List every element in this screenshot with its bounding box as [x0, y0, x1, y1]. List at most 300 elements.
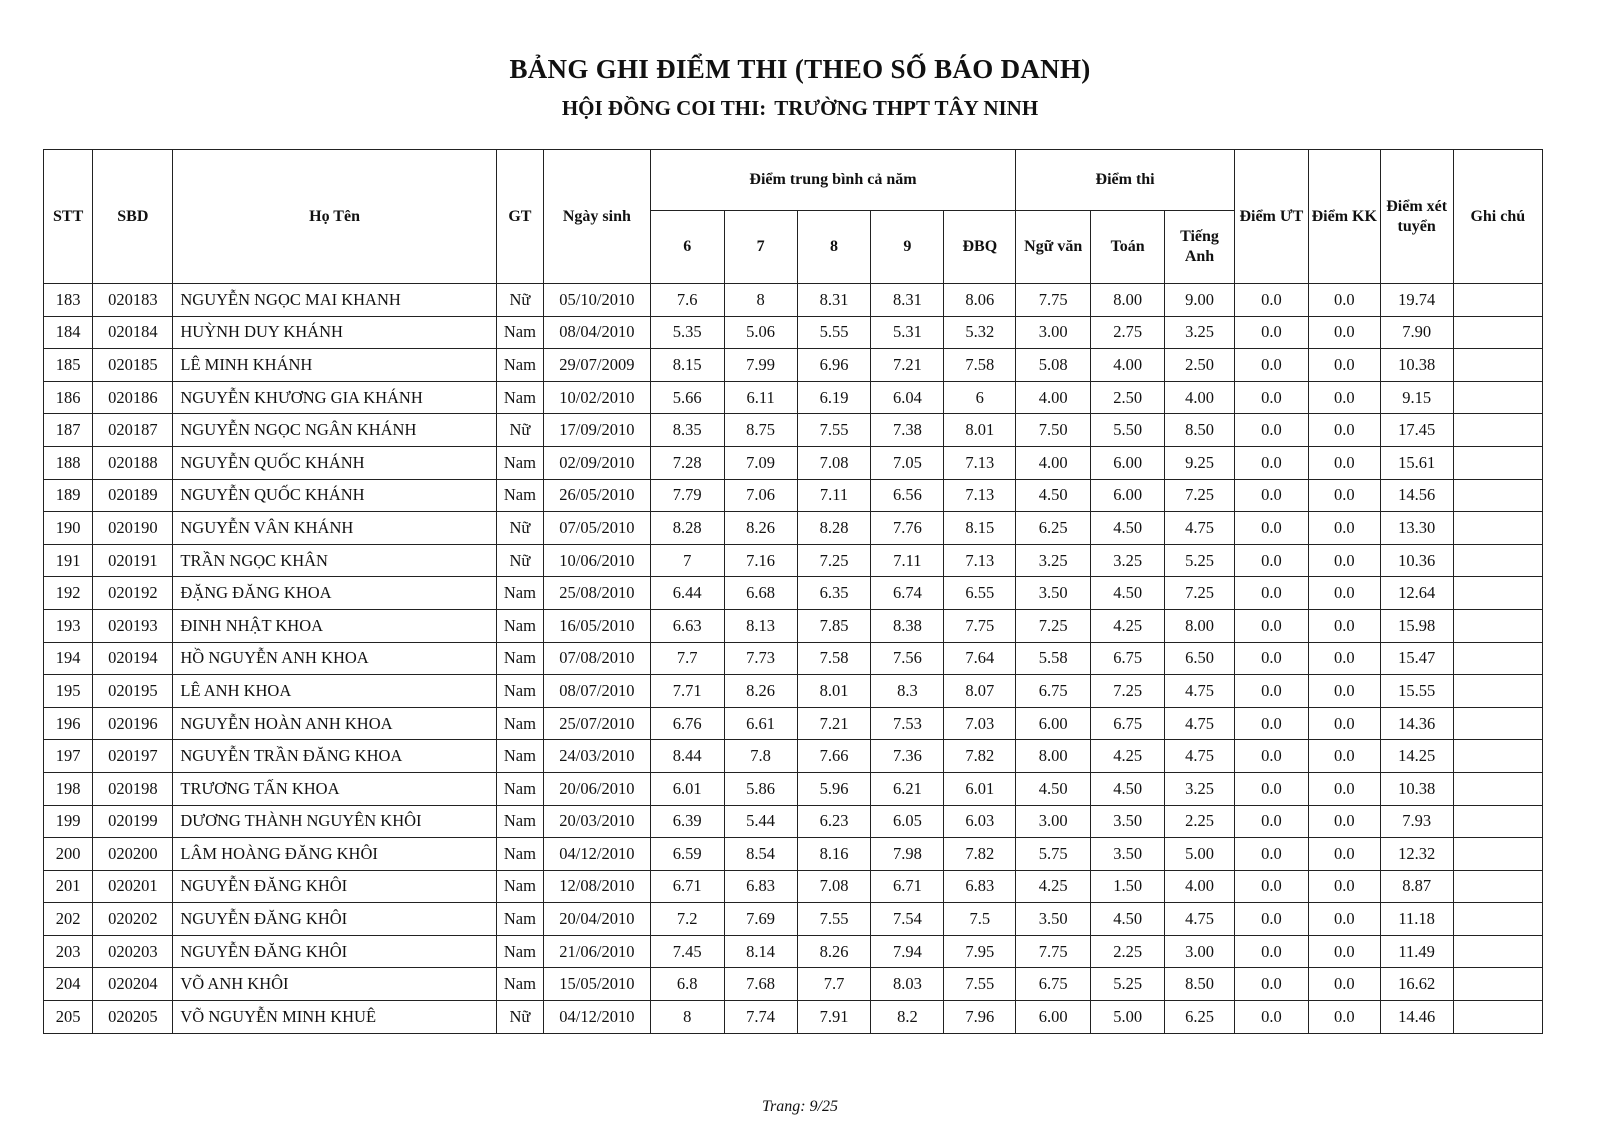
cell-avg-9: 7.76 [871, 512, 944, 545]
cell-avg-9: 6.21 [871, 772, 944, 805]
cell-avg-9: 7.53 [871, 707, 944, 740]
cell-gender: Nam [496, 577, 543, 610]
cell-xt: 14.36 [1380, 707, 1453, 740]
cell-gender: Nam [496, 838, 543, 871]
cell-exam-math: 6.75 [1091, 642, 1165, 675]
cell-dob: 20/04/2010 [543, 903, 650, 936]
cell-note [1453, 838, 1542, 871]
cell-note [1453, 381, 1542, 414]
cell-note [1453, 675, 1542, 708]
cell-xt: 11.49 [1380, 935, 1453, 968]
cell-xt: 14.56 [1380, 479, 1453, 512]
cell-stt: 195 [44, 675, 93, 708]
table-row [44, 1001, 1543, 1034]
cell-xt: 13.30 [1380, 512, 1453, 545]
cell-avg-dbq: 7.55 [944, 968, 1016, 1001]
cell-exam-literature: 6.00 [1016, 1001, 1091, 1034]
cell-exam-math: 8.00 [1091, 284, 1165, 317]
cell-note [1453, 349, 1542, 382]
cell-avg-7: 8 [724, 284, 797, 317]
cell-gender: Nam [496, 805, 543, 838]
cell-kk: 0.0 [1308, 316, 1380, 349]
cell-avg-7: 7.99 [724, 349, 797, 382]
cell-exam-english: 4.75 [1165, 903, 1235, 936]
cell-avg-9: 8.03 [871, 968, 944, 1001]
cell-gender: Nam [496, 349, 543, 382]
cell-exam-english: 6.50 [1165, 642, 1235, 675]
cell-name: NGUYỄN ĐĂNG KHÔI [173, 903, 496, 936]
cell-exam-math: 4.25 [1091, 609, 1165, 642]
cell-avg-9: 7.11 [871, 544, 944, 577]
cell-xt: 7.93 [1380, 805, 1453, 838]
cell-gender: Nam [496, 740, 543, 773]
cell-note [1453, 642, 1542, 675]
cell-note [1453, 740, 1542, 773]
cell-exam-english: 5.25 [1165, 544, 1235, 577]
header-avg-group: Điểm trung bình cả năm [650, 150, 1015, 211]
cell-ut: 0.0 [1234, 740, 1308, 773]
cell-note [1453, 446, 1542, 479]
cell-exam-english: 4.75 [1165, 707, 1235, 740]
cell-note [1453, 512, 1542, 545]
header-gender: GT [496, 150, 543, 284]
cell-avg-dbq: 6 [944, 381, 1016, 414]
cell-sbd: 020202 [93, 903, 173, 936]
table-row [44, 544, 1543, 577]
cell-avg-dbq: 8.07 [944, 675, 1016, 708]
council-label: HỘI ĐỒNG COI THI: [561, 96, 767, 120]
cell-avg-8: 7.58 [797, 642, 871, 675]
cell-xt: 15.98 [1380, 609, 1453, 642]
cell-xt: 10.38 [1380, 349, 1453, 382]
cell-stt: 197 [44, 740, 93, 773]
header-dob: Ngày sinh [543, 150, 650, 284]
cell-stt: 184 [44, 316, 93, 349]
cell-note [1453, 968, 1542, 1001]
cell-avg-9: 8.2 [871, 1001, 944, 1034]
cell-sbd: 020205 [93, 1001, 173, 1034]
cell-stt: 188 [44, 446, 93, 479]
table-row [44, 935, 1543, 968]
cell-ut: 0.0 [1234, 968, 1308, 1001]
cell-exam-math: 4.50 [1091, 577, 1165, 610]
header-ut: Điểm ƯT [1234, 150, 1308, 284]
cell-stt: 202 [44, 903, 93, 936]
cell-avg-7: 6.68 [724, 577, 797, 610]
cell-exam-literature: 6.75 [1016, 675, 1091, 708]
cell-kk: 0.0 [1308, 577, 1380, 610]
header-avg-7: 7 [724, 211, 797, 284]
cell-avg-dbq: 8.06 [944, 284, 1016, 317]
cell-avg-8: 8.01 [797, 675, 871, 708]
cell-avg-7: 8.13 [724, 609, 797, 642]
cell-sbd: 020201 [93, 870, 173, 903]
cell-xt: 14.25 [1380, 740, 1453, 773]
cell-exam-literature: 7.75 [1016, 284, 1091, 317]
cell-avg-9: 7.05 [871, 446, 944, 479]
cell-exam-math: 2.75 [1091, 316, 1165, 349]
cell-exam-literature: 4.00 [1016, 446, 1091, 479]
cell-avg-6: 5.35 [650, 316, 724, 349]
cell-ut: 0.0 [1234, 609, 1308, 642]
cell-name: NGUYỄN VÂN KHÁNH [173, 512, 496, 545]
cell-note [1453, 903, 1542, 936]
cell-avg-7: 6.11 [724, 381, 797, 414]
cell-sbd: 020192 [93, 577, 173, 610]
cell-sbd: 020190 [93, 512, 173, 545]
header-avg-6: 6 [650, 211, 724, 284]
table-row [44, 870, 1543, 903]
cell-ut: 0.0 [1234, 707, 1308, 740]
cell-avg-dbq: 7.96 [944, 1001, 1016, 1034]
cell-avg-6: 7.6 [650, 284, 724, 317]
cell-ut: 0.0 [1234, 381, 1308, 414]
page-number: Trang: 9/25 [761, 1098, 838, 1115]
cell-exam-math: 3.25 [1091, 544, 1165, 577]
cell-kk: 0.0 [1308, 284, 1380, 317]
header-exam-literature: Ngữ văn [1016, 211, 1091, 284]
cell-name: NGUYỄN ĐĂNG KHÔI [173, 870, 496, 903]
cell-avg-6: 8.44 [650, 740, 724, 773]
cell-exam-literature: 4.25 [1016, 870, 1091, 903]
cell-exam-english: 5.00 [1165, 838, 1235, 871]
cell-ut: 0.0 [1234, 675, 1308, 708]
cell-exam-english: 9.25 [1165, 446, 1235, 479]
cell-avg-7: 8.75 [724, 414, 797, 447]
cell-exam-math: 5.25 [1091, 968, 1165, 1001]
cell-xt: 8.87 [1380, 870, 1453, 903]
cell-ut: 0.0 [1234, 479, 1308, 512]
cell-avg-7: 8.26 [724, 675, 797, 708]
cell-exam-literature: 3.50 [1016, 903, 1091, 936]
cell-avg-7: 8.14 [724, 935, 797, 968]
cell-exam-literature: 5.08 [1016, 349, 1091, 382]
cell-exam-literature: 7.75 [1016, 935, 1091, 968]
cell-dob: 07/05/2010 [543, 512, 650, 545]
table-body [44, 284, 1543, 1034]
cell-stt: 187 [44, 414, 93, 447]
cell-ut: 0.0 [1234, 870, 1308, 903]
header-avg-dbq: ĐBQ [944, 211, 1016, 284]
cell-stt: 193 [44, 609, 93, 642]
table-row [44, 349, 1543, 382]
cell-avg-7: 7.68 [724, 968, 797, 1001]
cell-xt: 9.15 [1380, 381, 1453, 414]
cell-exam-literature: 8.00 [1016, 740, 1091, 773]
cell-gender: Nữ [496, 512, 543, 545]
cell-avg-6: 7.45 [650, 935, 724, 968]
cell-kk: 0.0 [1308, 642, 1380, 675]
cell-avg-8: 7.55 [797, 903, 871, 936]
table-row [44, 707, 1543, 740]
cell-name: NGUYỄN ĐĂNG KHÔI [173, 935, 496, 968]
cell-avg-6: 7.7 [650, 642, 724, 675]
cell-avg-6: 7.2 [650, 903, 724, 936]
cell-stt: 200 [44, 838, 93, 871]
cell-exam-literature: 6.25 [1016, 512, 1091, 545]
cell-avg-dbq: 6.55 [944, 577, 1016, 610]
cell-name: NGUYỄN NGỌC MAI KHANH [173, 284, 496, 317]
table-row [44, 805, 1543, 838]
cell-avg-9: 6.56 [871, 479, 944, 512]
table-row [44, 642, 1543, 675]
cell-kk: 0.0 [1308, 903, 1380, 936]
cell-exam-math: 5.00 [1091, 1001, 1165, 1034]
cell-stt: 190 [44, 512, 93, 545]
cell-avg-6: 7.71 [650, 675, 724, 708]
cell-avg-7: 6.61 [724, 707, 797, 740]
cell-exam-english: 4.75 [1165, 740, 1235, 773]
cell-kk: 0.0 [1308, 609, 1380, 642]
cell-xt: 15.55 [1380, 675, 1453, 708]
cell-stt: 196 [44, 707, 93, 740]
cell-sbd: 020199 [93, 805, 173, 838]
cell-avg-dbq: 7.82 [944, 740, 1016, 773]
cell-avg-9: 7.98 [871, 838, 944, 871]
cell-exam-math: 6.75 [1091, 707, 1165, 740]
cell-kk: 0.0 [1308, 479, 1380, 512]
cell-avg-dbq: 7.82 [944, 838, 1016, 871]
cell-exam-english: 2.25 [1165, 805, 1235, 838]
cell-sbd: 020185 [93, 349, 173, 382]
cell-sbd: 020196 [93, 707, 173, 740]
cell-exam-literature: 4.50 [1016, 479, 1091, 512]
cell-avg-7: 7.06 [724, 479, 797, 512]
cell-name: HUỲNH DUY KHÁNH [173, 316, 496, 349]
cell-dob: 24/03/2010 [543, 740, 650, 773]
cell-exam-math: 4.50 [1091, 512, 1165, 545]
cell-stt: 194 [44, 642, 93, 675]
cell-exam-literature: 7.25 [1016, 609, 1091, 642]
cell-gender: Nam [496, 675, 543, 708]
header-exam-group: Điểm thi [1016, 150, 1235, 211]
cell-exam-english: 8.50 [1165, 968, 1235, 1001]
cell-exam-math: 3.50 [1091, 805, 1165, 838]
cell-name: ĐẶNG ĐĂNG KHOA [173, 577, 496, 610]
cell-dob: 10/06/2010 [543, 544, 650, 577]
cell-exam-math: 2.50 [1091, 381, 1165, 414]
cell-dob: 26/05/2010 [543, 479, 650, 512]
cell-avg-8: 8.26 [797, 935, 871, 968]
table-row [44, 284, 1543, 317]
cell-avg-6: 8.28 [650, 512, 724, 545]
cell-exam-english: 8.50 [1165, 414, 1235, 447]
cell-avg-dbq: 8.01 [944, 414, 1016, 447]
cell-avg-dbq: 6.83 [944, 870, 1016, 903]
cell-avg-9: 7.56 [871, 642, 944, 675]
cell-avg-9: 6.74 [871, 577, 944, 610]
cell-dob: 04/12/2010 [543, 1001, 650, 1034]
cell-kk: 0.0 [1308, 414, 1380, 447]
cell-exam-literature: 5.58 [1016, 642, 1091, 675]
cell-avg-7: 8.26 [724, 512, 797, 545]
cell-kk: 0.0 [1308, 968, 1380, 1001]
table-row [44, 838, 1543, 871]
cell-sbd: 020198 [93, 772, 173, 805]
header-kk: Điểm KK [1308, 150, 1380, 284]
table-row [44, 316, 1543, 349]
cell-avg-dbq: 8.15 [944, 512, 1016, 545]
cell-ut: 0.0 [1234, 838, 1308, 871]
cell-dob: 12/08/2010 [543, 870, 650, 903]
cell-kk: 0.0 [1308, 381, 1380, 414]
cell-stt: 191 [44, 544, 93, 577]
cell-gender: Nam [496, 870, 543, 903]
cell-sbd: 020189 [93, 479, 173, 512]
cell-xt: 7.90 [1380, 316, 1453, 349]
cell-gender: Nam [496, 446, 543, 479]
cell-gender: Nam [496, 316, 543, 349]
cell-kk: 0.0 [1308, 1001, 1380, 1034]
cell-avg-dbq: 7.95 [944, 935, 1016, 968]
cell-gender: Nữ [496, 284, 543, 317]
cell-avg-8: 7.11 [797, 479, 871, 512]
cell-exam-math: 4.50 [1091, 772, 1165, 805]
cell-note [1453, 316, 1542, 349]
cell-xt: 16.62 [1380, 968, 1453, 1001]
cell-stt: 185 [44, 349, 93, 382]
cell-exam-english: 3.00 [1165, 935, 1235, 968]
cell-stt: 201 [44, 870, 93, 903]
cell-avg-6: 8 [650, 1001, 724, 1034]
cell-name: NGUYỄN HOÀN ANH KHOA [173, 707, 496, 740]
cell-exam-english: 9.00 [1165, 284, 1235, 317]
cell-avg-8: 6.23 [797, 805, 871, 838]
header-exam-math: Toán [1091, 211, 1165, 284]
cell-sbd: 020186 [93, 381, 173, 414]
cell-avg-9: 6.71 [871, 870, 944, 903]
cell-dob: 16/05/2010 [543, 609, 650, 642]
cell-stt: 203 [44, 935, 93, 968]
cell-avg-dbq: 7.64 [944, 642, 1016, 675]
cell-dob: 20/06/2010 [543, 772, 650, 805]
cell-xt: 12.64 [1380, 577, 1453, 610]
cell-exam-literature: 4.50 [1016, 772, 1091, 805]
table-row [44, 414, 1543, 447]
cell-avg-8: 6.35 [797, 577, 871, 610]
cell-stt: 192 [44, 577, 93, 610]
cell-gender: Nữ [496, 1001, 543, 1034]
table-row [44, 740, 1543, 773]
cell-avg-dbq: 6.03 [944, 805, 1016, 838]
cell-gender: Nam [496, 935, 543, 968]
cell-name: NGUYỄN TRẦN ĐĂNG KHOA [173, 740, 496, 773]
cell-ut: 0.0 [1234, 284, 1308, 317]
cell-dob: 17/09/2010 [543, 414, 650, 447]
cell-note [1453, 609, 1542, 642]
cell-note [1453, 479, 1542, 512]
cell-avg-8: 6.96 [797, 349, 871, 382]
cell-sbd: 020191 [93, 544, 173, 577]
cell-kk: 0.0 [1308, 707, 1380, 740]
table-row [44, 479, 1543, 512]
cell-ut: 0.0 [1234, 642, 1308, 675]
cell-stt: 183 [44, 284, 93, 317]
cell-avg-7: 5.06 [724, 316, 797, 349]
table-header [44, 150, 1543, 284]
cell-avg-9: 6.05 [871, 805, 944, 838]
cell-kk: 0.0 [1308, 512, 1380, 545]
header-sbd: SBD [93, 150, 173, 284]
cell-xt: 11.18 [1380, 903, 1453, 936]
cell-note [1453, 935, 1542, 968]
cell-exam-literature: 3.25 [1016, 544, 1091, 577]
cell-ut: 0.0 [1234, 544, 1308, 577]
cell-avg-7: 5.44 [724, 805, 797, 838]
cell-kk: 0.0 [1308, 805, 1380, 838]
cell-avg-7: 8.54 [724, 838, 797, 871]
cell-avg-6: 7.79 [650, 479, 724, 512]
cell-name: LÊ ANH KHOA [173, 675, 496, 708]
cell-avg-dbq: 7.13 [944, 479, 1016, 512]
cell-exam-math: 4.50 [1091, 903, 1165, 936]
cell-name: LÂM HOÀNG ĐĂNG KHÔI [173, 838, 496, 871]
cell-exam-english: 4.00 [1165, 870, 1235, 903]
cell-exam-english: 7.25 [1165, 577, 1235, 610]
cell-avg-9: 8.31 [871, 284, 944, 317]
document-subtitle [0, 96, 1600, 121]
cell-avg-7: 7.8 [724, 740, 797, 773]
header-exam-english: Tiếng Anh [1165, 211, 1235, 284]
cell-exam-english: 3.25 [1165, 772, 1235, 805]
cell-avg-dbq: 5.32 [944, 316, 1016, 349]
cell-avg-dbq: 7.13 [944, 446, 1016, 479]
cell-avg-9: 7.21 [871, 349, 944, 382]
header-name: Họ Tên [173, 150, 496, 284]
cell-dob: 29/07/2009 [543, 349, 650, 382]
cell-ut: 0.0 [1234, 1001, 1308, 1034]
cell-kk: 0.0 [1308, 838, 1380, 871]
cell-avg-6: 8.15 [650, 349, 724, 382]
cell-xt: 19.74 [1380, 284, 1453, 317]
cell-avg-6: 6.8 [650, 968, 724, 1001]
cell-exam-english: 3.25 [1165, 316, 1235, 349]
cell-exam-literature: 5.75 [1016, 838, 1091, 871]
table-row [44, 772, 1543, 805]
cell-xt: 15.47 [1380, 642, 1453, 675]
cell-xt: 17.45 [1380, 414, 1453, 447]
header-avg-9: 9 [871, 211, 944, 284]
cell-exam-english: 4.75 [1165, 512, 1235, 545]
header-stt: STT [44, 150, 93, 284]
cell-note [1453, 544, 1542, 577]
cell-avg-8: 6.19 [797, 381, 871, 414]
cell-ut: 0.0 [1234, 577, 1308, 610]
cell-avg-7: 7.74 [724, 1001, 797, 1034]
cell-dob: 20/03/2010 [543, 805, 650, 838]
cell-dob: 08/04/2010 [543, 316, 650, 349]
cell-exam-literature: 4.00 [1016, 381, 1091, 414]
cell-exam-math: 3.50 [1091, 838, 1165, 871]
cell-avg-6: 6.76 [650, 707, 724, 740]
cell-sbd: 020183 [93, 284, 173, 317]
cell-avg-8: 7.25 [797, 544, 871, 577]
cell-name: NGUYỄN KHƯƠNG GIA KHÁNH [173, 381, 496, 414]
cell-sbd: 020188 [93, 446, 173, 479]
cell-avg-8: 8.31 [797, 284, 871, 317]
cell-exam-math: 4.00 [1091, 349, 1165, 382]
cell-avg-8: 5.55 [797, 316, 871, 349]
cell-exam-english: 4.75 [1165, 675, 1235, 708]
cell-gender: Nam [496, 707, 543, 740]
table-row [44, 381, 1543, 414]
cell-ut: 0.0 [1234, 316, 1308, 349]
cell-name: TRẦN NGỌC KHÂN [173, 544, 496, 577]
cell-gender: Nam [496, 642, 543, 675]
cell-exam-math: 7.25 [1091, 675, 1165, 708]
cell-note [1453, 284, 1542, 317]
cell-note [1453, 577, 1542, 610]
